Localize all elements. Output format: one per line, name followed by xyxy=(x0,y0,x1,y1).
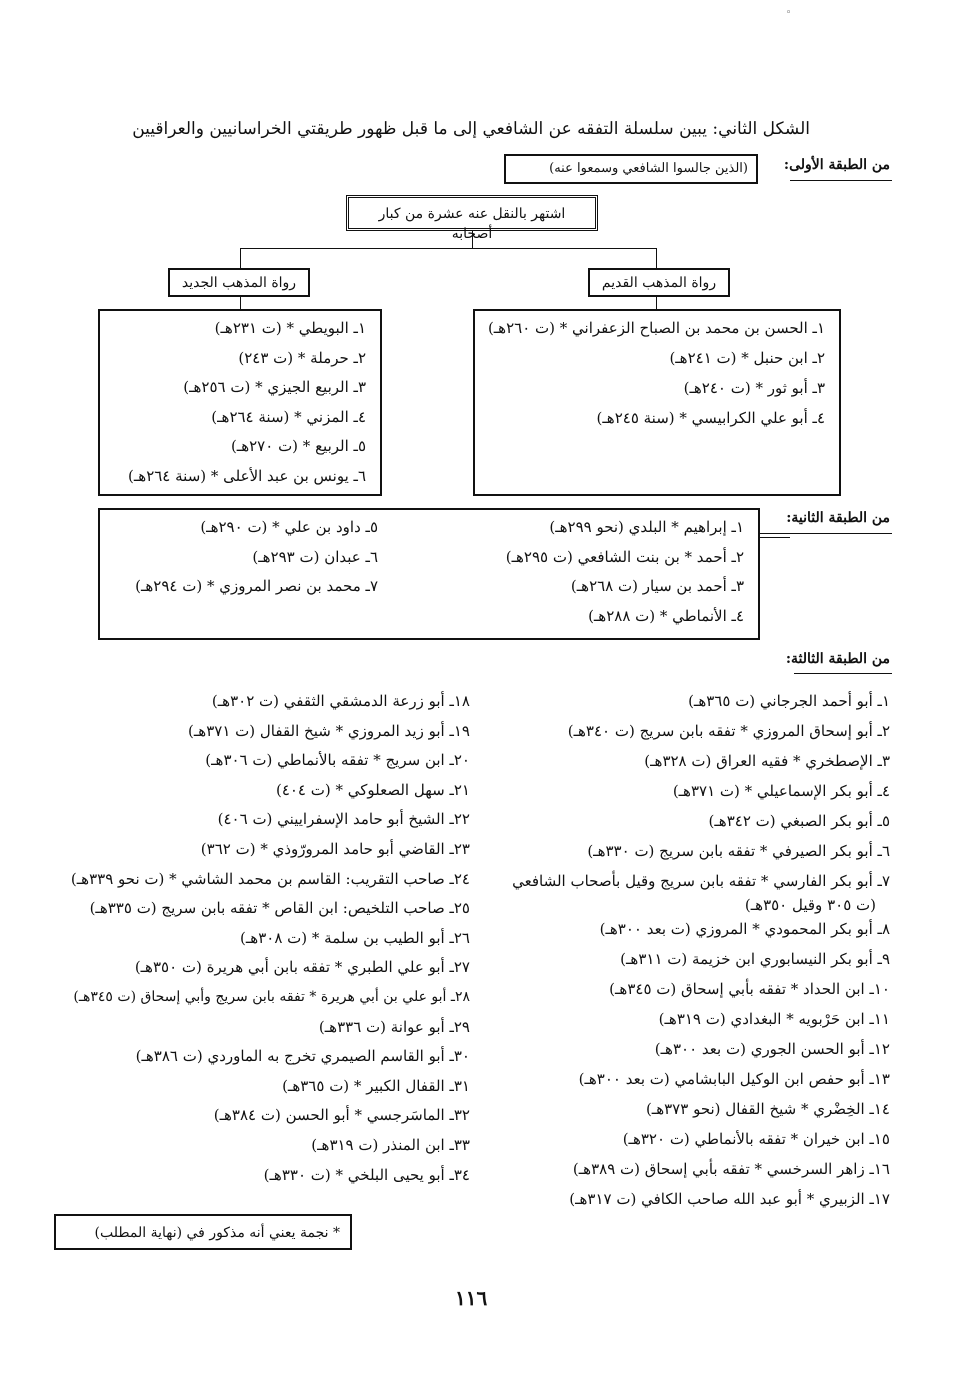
tier3-label-underline xyxy=(794,673,892,674)
connector-top xyxy=(472,231,473,248)
list-item: ٣ـ أحمد بن سيار (ت ٢٦٨هـ) xyxy=(570,577,744,595)
list-item: ٣٢ـ الماسَرجسي * أبو الحسن (ت ٣٨٤هـ) xyxy=(213,1106,470,1125)
list-item: ٣ـ الإصطخري * فقيه العراق (ت ٣٢٨هـ) xyxy=(644,752,890,770)
list-item: ١٥ـ ابن خيران * تفقه بالأنماطي (ت ٣٢٠هـ) xyxy=(622,1130,890,1148)
list-item: ٦ـ عبدان (ت ٢٩٣هـ) xyxy=(252,547,378,566)
tier2-right-column xyxy=(424,516,744,634)
list-item: ٢٧ـ أبو علي الطبري * تفقه بابن أبي هريرة (ت ٣٥٠هـ) xyxy=(134,958,470,977)
list-item: ٢٤ـ صاحب التقريب: القاسم بن محمد الشاشي * (ت نحو ٣٣٩هـ) xyxy=(70,869,470,888)
page-title: الشكل الثاني: يبين سلسلة التفقه عن الشافعي إلى ما قبل ظهور طريقتي الخراسانيين والعراقيين xyxy=(132,119,810,139)
footnote-text: * نجمة يعني أنه مذكور في (نهاية المطلب) xyxy=(94,1225,340,1241)
list-item: ٧ـ محمد بن نصر المروزي * (ت ٢٩٤هـ) xyxy=(135,577,378,595)
list-item: ٢٠ـ ابن سريج * تفقه بالأنماطي (ت ٣٠٦هـ) xyxy=(205,751,470,770)
list-item: ٤ـ الأنماطي * (ت ٢٨٨هـ) xyxy=(588,606,744,625)
tier1-top-label: اشتهر بالنقل عنه عشرة من كبار أصحابه xyxy=(378,206,566,242)
tier1-top-box xyxy=(346,195,598,242)
connector-old xyxy=(656,248,657,268)
tier3-right-column xyxy=(510,690,890,1218)
new-madhhab-header xyxy=(168,268,310,297)
list-item: ٢٣ـ القاضي أبو حامد المرورّوذي * (ت ٣٦٢) xyxy=(200,839,470,858)
list-item: ٣٤ـ أبو يحيى البلخي * (ت ٣٣٠هـ) xyxy=(263,1165,470,1184)
list-item: ١٢ـ أبو الحسن الجوري (ت بعد ٣٠٠هـ) xyxy=(654,1040,890,1058)
connector-horizontal xyxy=(240,248,656,249)
connector-new xyxy=(240,248,241,268)
list-item: ٥ـ أبو بكر الصبغي (ت ٣٤٢هـ) xyxy=(708,812,890,830)
list-item: ٤ـ المزني * (سنة ٢٦٤هـ) xyxy=(211,407,366,426)
list-item: ١٤ـ الخِضْري * شيخ القفال (نحو ٣٧٣هـ) xyxy=(645,1100,890,1118)
list-item: ٢٩ـ أبو عوانة (ت ٣٣٦هـ) xyxy=(318,1017,470,1036)
page-number: ١١٦ xyxy=(455,1286,488,1310)
list-item: ٢ـ أحمد * بن بنت الشافعي (ت ٢٩٥هـ) xyxy=(505,547,744,566)
list-item-continuation: (ت ٣٠٥ وقيل ٣٥٠هـ) xyxy=(744,896,876,914)
connector-new-list xyxy=(240,297,241,309)
list-item: ١ـ الحسن بن محمد بن الصباح الزعفراني * (ت ٢٦٠هـ) xyxy=(487,319,825,337)
list-item: ١٨ـ أبو زرعة الدمشقي الثقفي (ت ٣٠٢هـ) xyxy=(211,692,470,710)
list-item: ٣ـ أبو ثور * (ت ٢٤٠هـ) xyxy=(683,379,825,397)
tier1-label: من الطبقة الأولى: xyxy=(783,157,890,173)
list-item: ٧ـ أبو بكر الفارسي * تفقه بابن سريج وقيل بأصحاب الشافعي xyxy=(512,872,890,890)
list-item: ١ـ إبراهيم * البلدي (نحو ٢٩٩هـ) xyxy=(549,518,744,536)
list-item: ٢٦ـ أبو الطيب بن سلمة * (ت ٣٠٨هـ) xyxy=(240,928,470,947)
list-item: ٦ـ يونس بن عبد الأعلى * (سنة ٢٦٤هـ) xyxy=(128,466,366,485)
tier2-label: من الطبقة الثانية: xyxy=(786,510,890,526)
list-item: ١٧ـ الزبيري * أبو عبد الله صاحب الكافي (ت ٣١٧هـ) xyxy=(569,1190,890,1208)
list-item: ٥ـ داود بن علي * (ت ٢٩٠هـ) xyxy=(200,518,378,536)
tier2-left-column xyxy=(108,516,378,605)
list-item: ٢١ـ سهل الصعلوكي * (ت ٤٠٤) xyxy=(275,780,470,799)
list-item: ٢٢ـ الشيخ أبو حامد الإسفراييني (ت ٤٠٦) xyxy=(217,810,470,829)
list-item: ٨ـ أبو بكر المحمودي * المروزي (ت بعد ٣٠٠هـ) xyxy=(599,920,890,938)
list-item: ٢ـ ابن حنبل * (ت ٢٤١هـ) xyxy=(669,349,825,367)
list-item: ٢٨ـ أبو علي بن أبي هريرة * تفقه بابن سريج وأبي إسحاق (ت ٣٤٥هـ) xyxy=(73,988,470,1005)
tier1-note: (الذين جالسوا الشافعي وسمعوا عنه) xyxy=(549,161,748,176)
tier2-box xyxy=(98,508,760,640)
list-item: ٣٠ـ أبو القاسم الصيمري تخرج به الماوردي (ت ٣٨٦هـ) xyxy=(135,1047,470,1066)
list-item: ٢ـ أبو إسحاق المروزي * تفقه بابن سريج (ت ٣٤٠هـ) xyxy=(567,722,890,740)
connector-old-list xyxy=(656,297,657,309)
list-item: ٢٥ـ صاحب التلخيص: ابن القاص * تفقه بابن سريج (ت ٣٣٥هـ) xyxy=(89,899,470,918)
list-item: ١٩ـ أبو زيد المروزي * شيخ القفال (ت ٣٧١هـ) xyxy=(188,721,470,740)
list-item: ١٠ـ ابن الحداد * تفقه بأبي إسحاق (ت ٣٤٥هـ) xyxy=(609,980,890,998)
old-madhhab-label: رواة المذهب القديم xyxy=(601,275,717,291)
old-madhhab-header xyxy=(588,268,730,297)
list-item: ٥ـ الربيع * (ت ٢٧٠هـ) xyxy=(230,437,366,455)
tier1-label-underline xyxy=(790,180,892,181)
tier1-note-box xyxy=(504,154,758,184)
list-item: ١٦ـ زاهر السرخسي * تفقه بأبي إسحاق (ت ٣٨٩هـ) xyxy=(572,1160,890,1178)
list-item: ١٣ـ أبو حفص ابن الوكيل البابشامي (ت بعد ٣٠٠هـ) xyxy=(578,1070,890,1088)
list-item: ١١ـ ابن حَرْبويه * البغدادي (ت ٣١٩هـ) xyxy=(658,1010,890,1028)
list-item: ١ـ أبو أحمد الجرجاني (ت ٣٦٥هـ) xyxy=(688,692,890,710)
tier3-label: من الطبقة الثالثة: xyxy=(785,651,890,667)
tier2-pointer-1 xyxy=(760,533,892,534)
tier3-left-column xyxy=(50,690,470,1193)
list-item: ٤ـ أبو علي الكرابيسي * (سنة ٢٤٥هـ) xyxy=(596,409,825,427)
tier2-pointer-2 xyxy=(760,537,790,538)
list-item: ٦ـ أبو بكر الصيرفي * تفقه بابن سريج (ت ٣٣٠هـ) xyxy=(587,842,890,860)
new-madhhab-label: رواة المذهب الجديد xyxy=(181,275,297,291)
list-item: ٣٣ـ ابن المنذر (ت ٣١٩هـ) xyxy=(311,1135,470,1154)
list-item: ٩ـ أبو بكر النيسابوري ابن خزيمة (ت ٣١١هـ) xyxy=(620,950,890,968)
corner-mark: ◦ xyxy=(786,8,792,18)
list-item: ٤ـ أبو بكر الإسماعيلي * (ت ٣٧١هـ) xyxy=(672,782,890,800)
old-madhhab-list xyxy=(473,309,841,496)
list-item: ٢ـ حرملة * (ت ٢٤٣) xyxy=(238,348,366,367)
list-item: ٣ـ الربيع الجيزي * (ت ٢٥٦هـ) xyxy=(183,378,366,396)
list-item: ٣١ـ القفال الكبير * (ت ٣٦٥هـ) xyxy=(282,1076,470,1095)
new-madhhab-list xyxy=(98,309,382,496)
footnote-box xyxy=(54,1214,352,1250)
list-item: ١ـ البويطي * (ت ٢٣١هـ) xyxy=(214,319,366,337)
